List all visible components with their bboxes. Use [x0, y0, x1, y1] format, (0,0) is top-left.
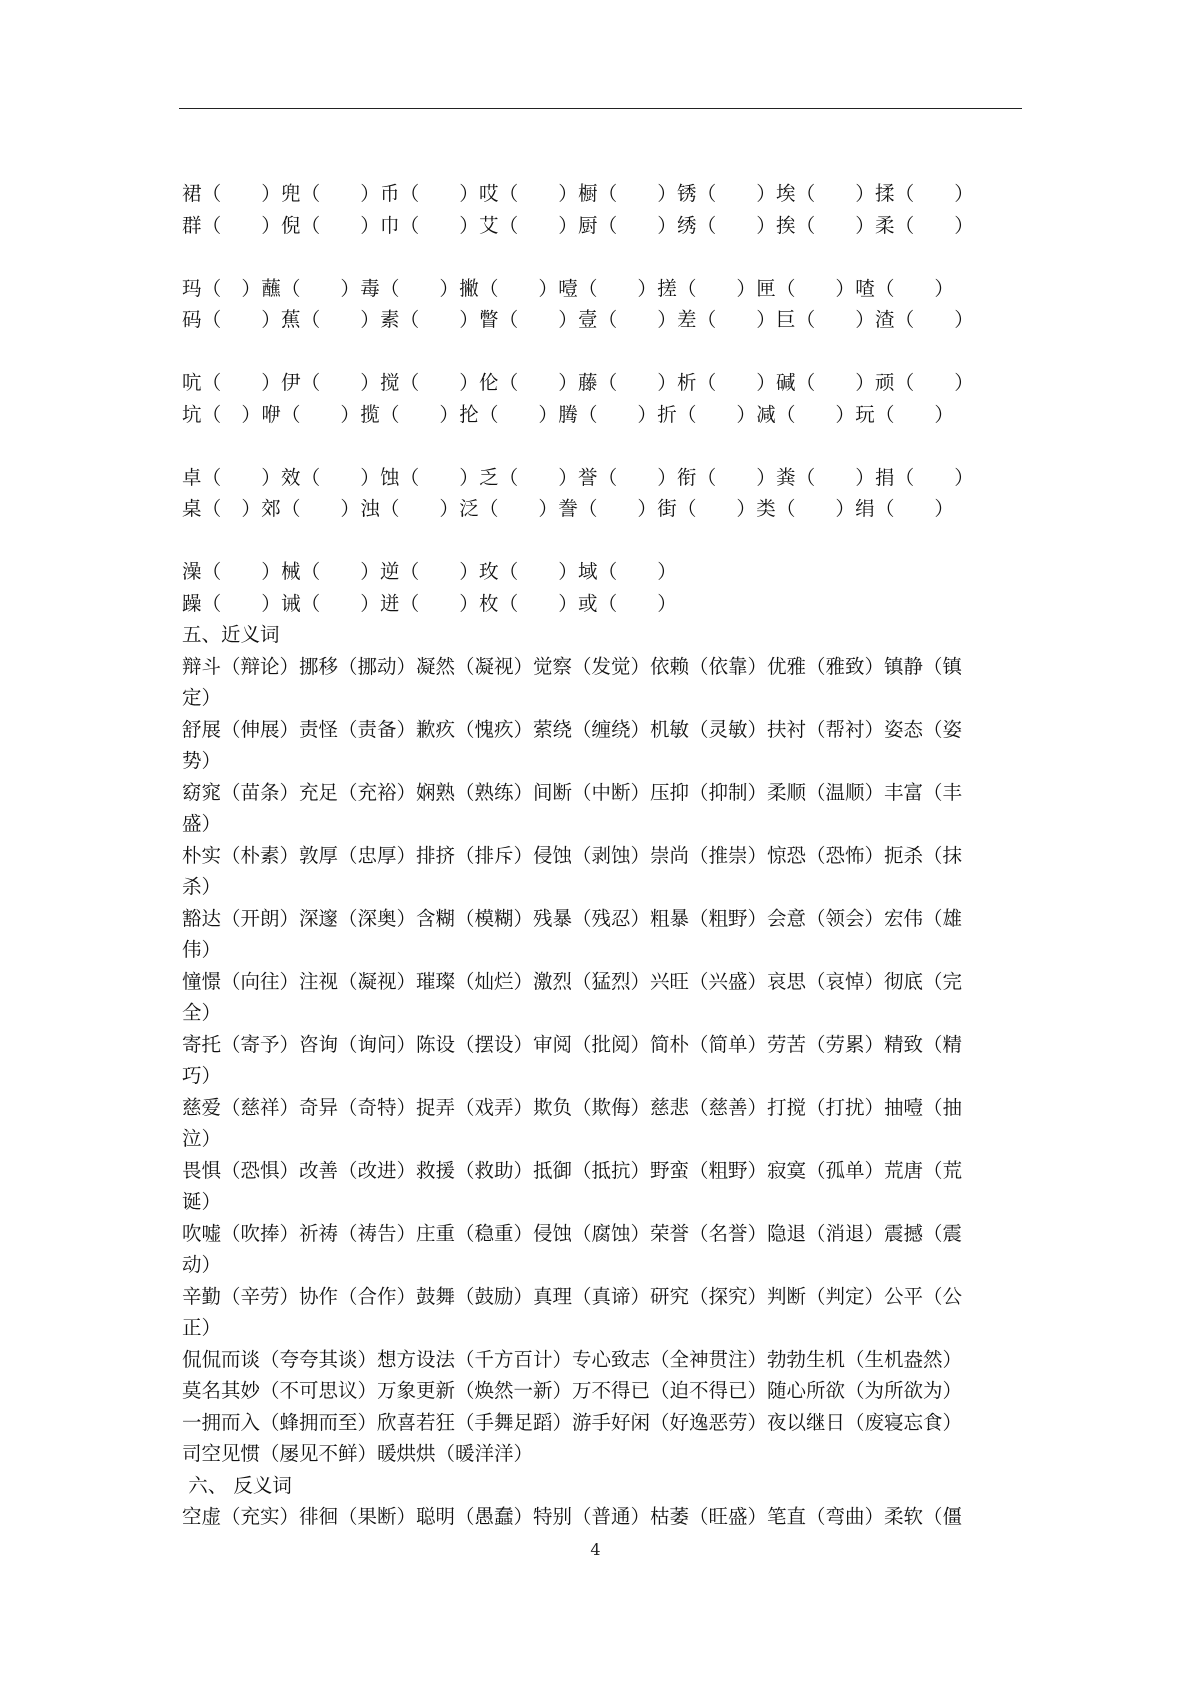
- char-pair-row: 坑（ ）咿（ ）揽（ ）抡（ ）腾（ ）折（ ）减（ ）玩（ ）: [182, 402, 955, 426]
- synonym-line: 泣）: [182, 1127, 222, 1150]
- synonym-line: 全）: [182, 1001, 222, 1024]
- synonym-line: 舒展（伸展）责怪（责备）歉疚（愧疚）萦绕（缠绕）机敏（灵敏）扶衬（帮衬）姿态（姿: [182, 717, 963, 741]
- synonym-line: 慈爱（慈祥）奇异（奇特）捉弄（戏弄）欺负（欺侮）慈悲（慈善）打搅（打扰）抽噎（抽: [182, 1095, 963, 1119]
- char-pair-row: 群（ ）倪（ ）巾（ ）艾（ ）厨（ ）绣（ ）挨（ ）柔（ ）: [182, 213, 975, 237]
- char-pair-row: 桌（ ）郊（ ）浊（ ）泛（ ）誊（ ）街（ ）类（ ）绢（ ）: [182, 497, 955, 520]
- synonym-line: 辛勤（辛劳）协作（合作）鼓舞（鼓励）真理（真谛）研究（探究）判断（判定）公平（公: [182, 1284, 963, 1308]
- synonym-line: 窈窕（苗条）充足（充裕）娴熟（熟练）间断（中断）压抑（抑制）柔顺（温顺）丰富（丰: [182, 780, 963, 804]
- synonym-line: 辩斗（辩论）挪移（挪动）凝然（凝视）觉察（发觉）依赖（依靠）优雅（雅致）镇静（镇: [182, 654, 963, 678]
- synonym-line: 势）: [182, 749, 222, 772]
- synonym-line: 盛）: [182, 812, 222, 835]
- synonym-line: 朴实（朴素）敦厚（忠厚）排挤（排斥）侵蚀（剥蚀）崇尚（推崇）惊恐（恐怖）扼杀（抹: [182, 843, 963, 867]
- spacer: [182, 525, 1027, 557]
- char-pair-row: 玛（ ）蘸（ ）毒（ ）撇（ ）噎（ ）搓（ ）匣（ ）喳（ ）: [182, 276, 955, 300]
- synonym-line: 憧憬（向往）注视（凝视）璀璨（灿烂）激烈（猛烈）兴旺（兴盛）哀思（哀悼）彻底（完: [182, 969, 963, 993]
- synonym-line: 畏惧（恐惧）改善（改进）救援（救助）抵御（抵抗）野蛮（粗野）寂寞（孤单）荒唐（荒: [182, 1158, 963, 1182]
- synonym-line: 杀）: [182, 875, 222, 898]
- synonym-line: 一拥而入（蜂拥而至）欣喜若狂（手舞足蹈）游手好闲（好逸恶劳）夜以继日（废寝忘食）: [182, 1410, 963, 1434]
- synonym-line: 侃侃而谈（夸夸其谈）想方设法（千方百计）专心致志（全神贯注）勃勃生机（生机盎然）: [182, 1347, 963, 1371]
- synonym-line: 巧）: [182, 1064, 222, 1087]
- char-pair-row: 澡（ ）械（ ）逆（ ）玫（ ）域（ ）: [182, 560, 678, 583]
- synonym-line: 动）: [182, 1253, 222, 1276]
- spacer: [182, 430, 1027, 462]
- section-heading-antonyms: 六、 反义词: [182, 1473, 292, 1497]
- synonym-line: 豁达（开朗）深邃（深奥）含糊（模糊）残暴（残忍）粗暴（粗野）会意（领会）宏伟（雄: [182, 906, 963, 930]
- section-heading-synonyms: 五、近义词: [182, 623, 280, 646]
- synonym-line: 莫名其妙（不可思议）万象更新（焕然一新）万不得已（迫不得已）随心所欲（为所欲为）: [182, 1379, 963, 1402]
- page-content: [182, 178, 1027, 1533]
- spacer: [182, 241, 1027, 273]
- antonym-list: [182, 1501, 1027, 1533]
- synonym-line: 正）: [182, 1316, 222, 1339]
- header-rule: [179, 108, 1022, 109]
- char-pair-row: 卓（ ）效（ ）蚀（ ）乏（ ）誉（ ）衔（ ）粪（ ）捐（ ）: [182, 465, 975, 489]
- char-pair-row: 裙（ ）兜（ ）币（ ）哎（ ）橱（ ）锈（ ）埃（ ）揉（ ）: [182, 182, 975, 205]
- page-number: 4: [590, 1540, 601, 1559]
- synonym-line: 诞）: [182, 1190, 222, 1213]
- char-pair-row: 码（ ）蕉（ ）素（ ）瞥（ ）壹（ ）差（ ）巨（ ）渣（ ）: [182, 308, 975, 331]
- synonym-line: 伟）: [182, 938, 222, 961]
- antonym-line: 空虚（充实）徘徊（果断）聪明（愚蠢）特别（普通）枯萎（旺盛）笔直（弯曲）柔软（僵: [182, 1505, 963, 1528]
- synonym-line: 吹嘘（吹捧）祈祷（祷告）庄重（稳重）侵蚀（腐蚀）荣誉（名誉）隐退（消退）震撼（震: [182, 1221, 963, 1245]
- synonym-line: 定）: [182, 686, 222, 709]
- synonym-list: [182, 651, 1027, 1470]
- spacer: [182, 336, 1027, 368]
- synonym-line: 司空见惯（屡见不鲜）暖烘烘（暖洋洋）: [182, 1442, 534, 1465]
- char-pair-row: 躁（ ）诫（ ）迸（ ）枚（ ）或（ ）: [182, 591, 678, 615]
- synonym-line: 寄托（寄予）咨询（询问）陈设（摆设）审阅（批阅）简朴（简单）劳苦（劳累）精致（精: [182, 1032, 963, 1056]
- char-pair-row: 吭（ ）伊（ ）搅（ ）伦（ ）藤（ ）析（ ）碱（ ）顽（ ）: [182, 371, 975, 394]
